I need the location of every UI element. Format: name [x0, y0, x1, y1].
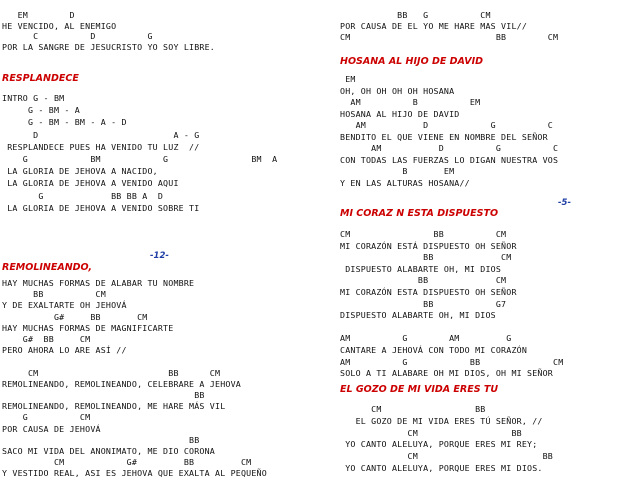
- resplandece-line: G BM G BM A: [2, 154, 278, 164]
- resplandece-line: G - BM - A: [2, 105, 80, 116]
- resplandece-line: INTRO G - BM: [2, 93, 65, 103]
- corazon-line: MI CORAZÓN ESTA DISPUESTO OH SEÑOR: [340, 287, 517, 297]
- resplandece-line: LA GLORIA DE JEHOVA A NACIDO,: [2, 166, 158, 177]
- resplandece-line: LA GLORIA DE JEHOVA A VENIDO SOBRE TI: [2, 202, 200, 213]
- song1-line: HE VENCIDO, AL ENEMIGO: [2, 20, 117, 31]
- gozo-line: EL GOZO DE MI VIDA ERES TÚ SEÑOR, //: [340, 415, 543, 426]
- hosana-line: AM D G C: [340, 120, 554, 130]
- resplandece-title: RESPLANDECE: [2, 73, 79, 84]
- corazon-line: BB CM: [340, 252, 512, 263]
- hosana-line: CON TODAS LAS FUERZAS LO DIGAN NUESTRA VOS: [340, 154, 559, 165]
- corazon-line: AM G AM G: [340, 333, 512, 344]
- gozo-line: CM BB: [340, 404, 486, 414]
- remolineando-line: REMOLINEANDO, REMOLINEANDO, ME HARE MÁS VIL: [2, 401, 226, 412]
- remolineando-line: BB: [2, 434, 200, 445]
- remolineando-line: Y VESTIDO REAL, ASI ES JEHOVA QUE EXALTA AL PEQUEÑO: [2, 468, 267, 479]
- hosana-line: EM: [340, 74, 356, 84]
- song1-line: POR LA SANGRE DE JESUCRISTO YO SOY LIBRE.: [2, 41, 216, 52]
- song1-line: C D G: [2, 31, 153, 41]
- gozo-line: YO CANTO ALELUYA, PORQUE ERES MI REY;: [340, 439, 538, 450]
- song1-line: EM D: [2, 10, 75, 20]
- remolineando-line: PERO AHORA LO ARE ASÍ //: [2, 345, 127, 356]
- corazon-line: DISPUESTO ALABARTE OH, MI DIOS: [340, 263, 502, 274]
- remolineando-line: HAY MUCHAS FORMAS DE ALABAR TU NOMBRE: [2, 278, 195, 288]
- hosana-line: OH, OH OH OH OH HOSANA: [340, 85, 455, 96]
- hosana-line: HOSANA AL HIJO DE DAVID: [340, 108, 460, 119]
- resplandece-line: LA GLORIA DE JEHOVA A VENIDO AQUI: [2, 178, 179, 189]
- gozo-line: CM BB: [340, 451, 554, 462]
- remolineando-line: CM BB CM: [2, 367, 221, 378]
- corazon-line: MI CORAZÓN ESTÁ DISPUESTO OH SEÑOR: [340, 240, 517, 251]
- remolineando-line: G CM: [2, 412, 91, 423]
- remolineando-line: HAY MUCHAS FORMAS DE MAGNIFICARTE: [2, 322, 174, 333]
- hosana-line: BENDITO EL QUE VIENE EN NOMBRE DEL SEÑOR: [340, 131, 548, 142]
- remolineando-line: Y DE EXALTARTE OH JEHOVÁ: [2, 300, 127, 311]
- resplandece-line: G - BM - BM - A - D: [2, 117, 127, 128]
- hosana-line: AM B EM: [340, 97, 481, 107]
- remolineando-line: REMOLINEANDO, REMOLINEANDO, CELEBRARE A JEHOVA: [2, 378, 241, 389]
- resplandece-line: RESPLANDECE PUES HA VENIDO TU LUZ //: [2, 141, 200, 152]
- hosana-title: HOSANA AL HIJO DE DAVID: [340, 56, 483, 67]
- gozo-line: YO CANTO ALELUYA, PORQUE ERES MI DIOS.: [340, 463, 543, 473]
- resplandece-line: G BB BB A D: [2, 190, 164, 201]
- remolineando-line: G# BB CM: [2, 334, 91, 344]
- toplines-line: BB G CM: [340, 10, 491, 20]
- gozo-line: CM BB: [340, 427, 522, 438]
- hosana-line: B EM: [340, 166, 455, 176]
- hosana-line: AM D G C: [340, 143, 559, 153]
- remolineando-title: REMOLINEANDO,: [2, 262, 93, 273]
- gozo-title: EL GOZO DE MI VIDA ERES TU: [340, 384, 499, 395]
- remolineando-line: G# BB CM: [2, 311, 148, 322]
- corazon-line: DISPUESTO ALABARTE OH, MI DIOS: [340, 310, 496, 321]
- toplines-line: CM BB CM: [340, 32, 559, 42]
- corazon-line: CM BB CM: [340, 229, 507, 239]
- corazon-line: BB G7: [340, 298, 507, 309]
- remolineando-line: SACO MI VIDA DEL ANONIMATO, ME DIO CORONA: [2, 446, 216, 456]
- resplandece-line: D A - G: [2, 129, 200, 140]
- remolineando-line: CM G# BB CM: [2, 457, 252, 468]
- hosana-line: Y EN LAS ALTURAS HOSANA//: [340, 177, 470, 188]
- remolineando-line: BB CM: [2, 289, 106, 300]
- corazon-title: MI CORAZ N ESTA DISPUESTO: [340, 208, 499, 219]
- remolineando-line: POR CAUSA DE JEHOVÁ: [2, 423, 101, 434]
- page-number-left: -12-: [150, 251, 169, 261]
- toplines-line: POR CAUSA DE EL YO ME HARE MAS VIL//: [340, 21, 528, 31]
- corazon-line: BB CM: [340, 275, 507, 286]
- remolineando-line: BB: [2, 390, 205, 400]
- page-number-right: -5-: [558, 198, 571, 208]
- corazon-line: CANTARE A JEHOVÁ CON TODO MI CORAZÓN: [340, 345, 528, 355]
- corazon-line: AM G BB CM: [340, 356, 564, 367]
- corazon-line: SOLO A TI ALABARE OH MI DIOS, OH MI SEÑOR: [340, 368, 554, 379]
